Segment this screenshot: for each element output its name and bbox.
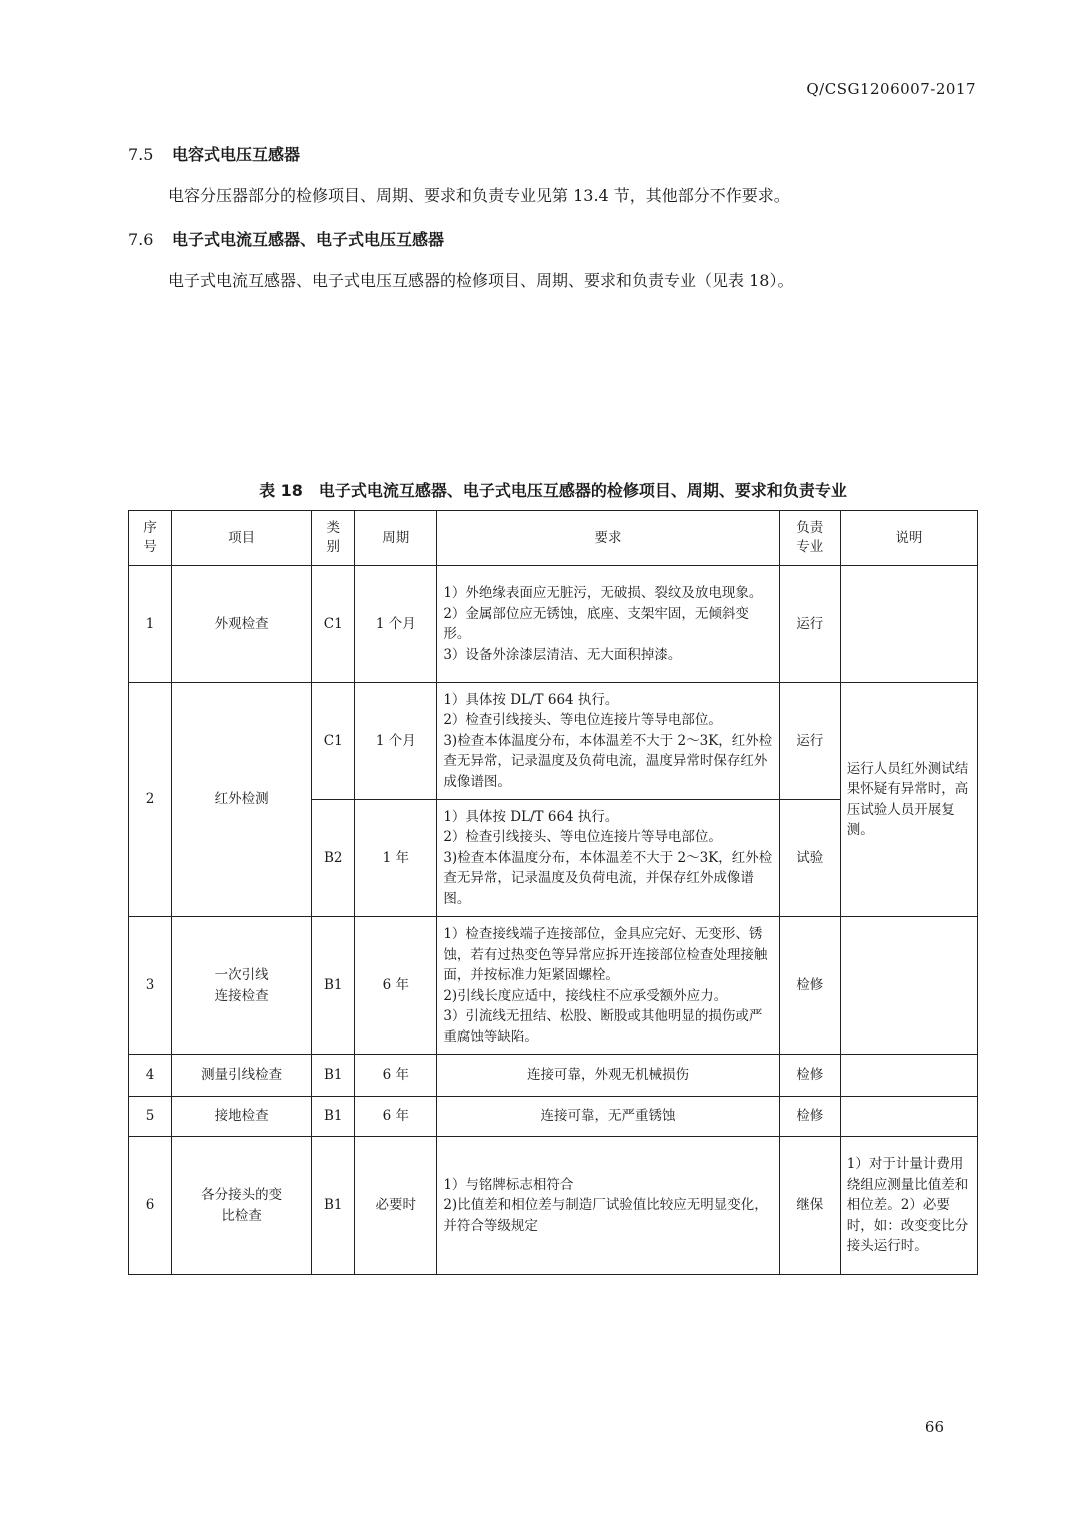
requirement-line: 2)比值差和相位差与制造厂试验值比较应无明显变化，并符合等级规定 <box>443 1197 768 1234</box>
header-seq: 序号 <box>129 511 172 566</box>
table-row <box>129 917 978 1055</box>
cell-period: 6 年 <box>355 1097 437 1137</box>
section-7-5-heading <box>128 142 300 165</box>
requirement-line: 3）引流线无扭结、松股、断股或其他明显的损伤或严重腐蚀等缺陷。 <box>443 1008 763 1045</box>
cell-period: 6 年 <box>355 1055 437 1097</box>
section-title: 电子式电流互感器、电子式电压互感器 <box>172 230 445 249</box>
header-note: 说明 <box>840 511 977 566</box>
requirement-line: 2)引线长度应适中，接线柱不应承受额外应力。 <box>443 987 728 1004</box>
requirement-line: 1）检查接线端子连接部位，金具应完好、无变形、锈蚀，若有过热变色等异常应拆开连接部位检查处理接触面，并按标准力矩紧固螺栓。 <box>443 926 768 983</box>
cell-requirement: 连接可靠，外观无机械损伤 <box>437 1055 779 1097</box>
table-row <box>129 1097 978 1137</box>
cell-period: 1 个月 <box>355 566 437 683</box>
cell-category: C1 <box>312 566 355 683</box>
table-row <box>129 566 978 683</box>
table-caption: 表 18 电子式电流互感器、电子式电压互感器的检修项目、周期、要求和负责专业 <box>259 481 847 500</box>
cell-note <box>840 1055 977 1097</box>
cell-seq: 1 <box>129 566 172 683</box>
header-department: 负责专业 <box>779 511 840 566</box>
cell-category: B1 <box>312 1055 355 1097</box>
requirement-line: 2）检查引线接头、等电位连接片等导电部位。 <box>443 712 722 729</box>
cell-department: 检修 <box>779 917 840 1055</box>
table-row <box>129 1055 978 1097</box>
requirement-line: 2）金属部位应无锈蚀，底座、支架牢固，无倾斜变形。 <box>443 605 749 642</box>
section-number: 7.5 <box>128 145 154 164</box>
table-row <box>129 1137 978 1275</box>
cell-item: 各分接头的变比检查 <box>172 1137 312 1275</box>
cell-requirement <box>437 683 779 800</box>
cell-requirement <box>437 917 779 1055</box>
header-category: 类别 <box>312 511 355 566</box>
maintenance-table <box>128 510 978 1275</box>
cell-category: B1 <box>312 1137 355 1275</box>
cell-seq: 6 <box>129 1137 172 1275</box>
cell-period: 必要时 <box>355 1137 437 1275</box>
cell-note <box>840 1097 977 1137</box>
cell-seq: 4 <box>129 1055 172 1097</box>
section-number: 7.6 <box>128 230 154 249</box>
cell-seq: 3 <box>129 917 172 1055</box>
header-item: 项目 <box>172 511 312 566</box>
cell-period: 1 个月 <box>355 683 437 800</box>
requirement-line: 3)检查本体温度分布，本体温差不大于 2～3K，红外检查无异常，记录温度及负荷电流，温度异常时保存红外成像谱图。 <box>443 732 773 790</box>
section-7-6-heading <box>128 227 444 250</box>
cell-item: 外观检查 <box>172 566 312 683</box>
cell-seq: 5 <box>129 1097 172 1137</box>
cell-requirement <box>437 566 779 683</box>
cell-category: B2 <box>312 800 355 917</box>
requirement-line: 1）具体按 DL/T 664 执行。 <box>443 808 619 825</box>
requirement-line: 1）外绝缘表面应无脏污，无破损、裂纹及放电现象。 <box>443 585 763 601</box>
cell-department: 继保 <box>779 1137 840 1275</box>
cell-requirement <box>437 800 779 917</box>
section-7-6-text: 电子式电流互感器、电子式电压互感器的检修项目、周期、要求和负责专业（见表 18）。 <box>168 271 794 290</box>
cell-department: 试验 <box>779 800 840 917</box>
cell-department: 运行 <box>779 566 840 683</box>
cell-category: B1 <box>312 917 355 1055</box>
requirement-line: 3）设备外涂漆层清洁、无大面积掉漆。 <box>443 646 682 663</box>
page-number: 66 <box>924 1418 944 1436</box>
cell-note: 运行人员红外测试结果怀疑有异常时，高压试验人员开展复测。 <box>840 683 977 917</box>
cell-category: C1 <box>312 683 355 800</box>
requirement-line: 1）与铭牌标志相符合 <box>443 1176 574 1193</box>
requirement-line: 1）具体按 DL/T 664 执行。 <box>443 691 619 708</box>
cell-department: 检修 <box>779 1097 840 1137</box>
header-requirement: 要求 <box>437 511 779 566</box>
cell-requirement: 连接可靠，无严重锈蚀 <box>437 1097 779 1137</box>
cell-note <box>840 917 977 1055</box>
cell-period: 1 年 <box>355 800 437 917</box>
table-header-row <box>129 511 978 566</box>
cell-category: B1 <box>312 1097 355 1137</box>
cell-period: 6 年 <box>355 917 437 1055</box>
cell-item: 红外检测 <box>172 683 312 917</box>
cell-note: 1）对于计量计费用绕组应测量比值差和相位差。2）必要时，如：改变变比分接头运行时。 <box>840 1137 977 1275</box>
cell-item: 接地检查 <box>172 1097 312 1137</box>
requirement-line: 3)检查本体温度分布，本体温差不大于 2～3K，红外检查无异常，记录温度及负荷电流，并保存红外成像谱图。 <box>443 849 773 907</box>
cell-note <box>840 566 977 683</box>
cell-department: 运行 <box>779 683 840 800</box>
standard-code: Q/CSG1206007-2017 <box>806 80 976 98</box>
header-period: 周期 <box>355 511 437 566</box>
table-row <box>129 683 978 800</box>
cell-item: 一次引线连接检查 <box>172 917 312 1055</box>
section-title: 电容式电压互感器 <box>172 145 301 164</box>
cell-department: 检修 <box>779 1055 840 1097</box>
cell-item: 测量引线检查 <box>172 1055 312 1097</box>
requirement-line: 2）检查引线接头、等电位连接片等导电部位。 <box>443 829 722 846</box>
cell-seq: 2 <box>129 683 172 917</box>
section-7-5-text: 电容分压器部分的检修项目、周期、要求和负责专业见第 13.4 节，其他部分不作要求。 <box>168 186 790 205</box>
cell-requirement <box>437 1137 779 1275</box>
